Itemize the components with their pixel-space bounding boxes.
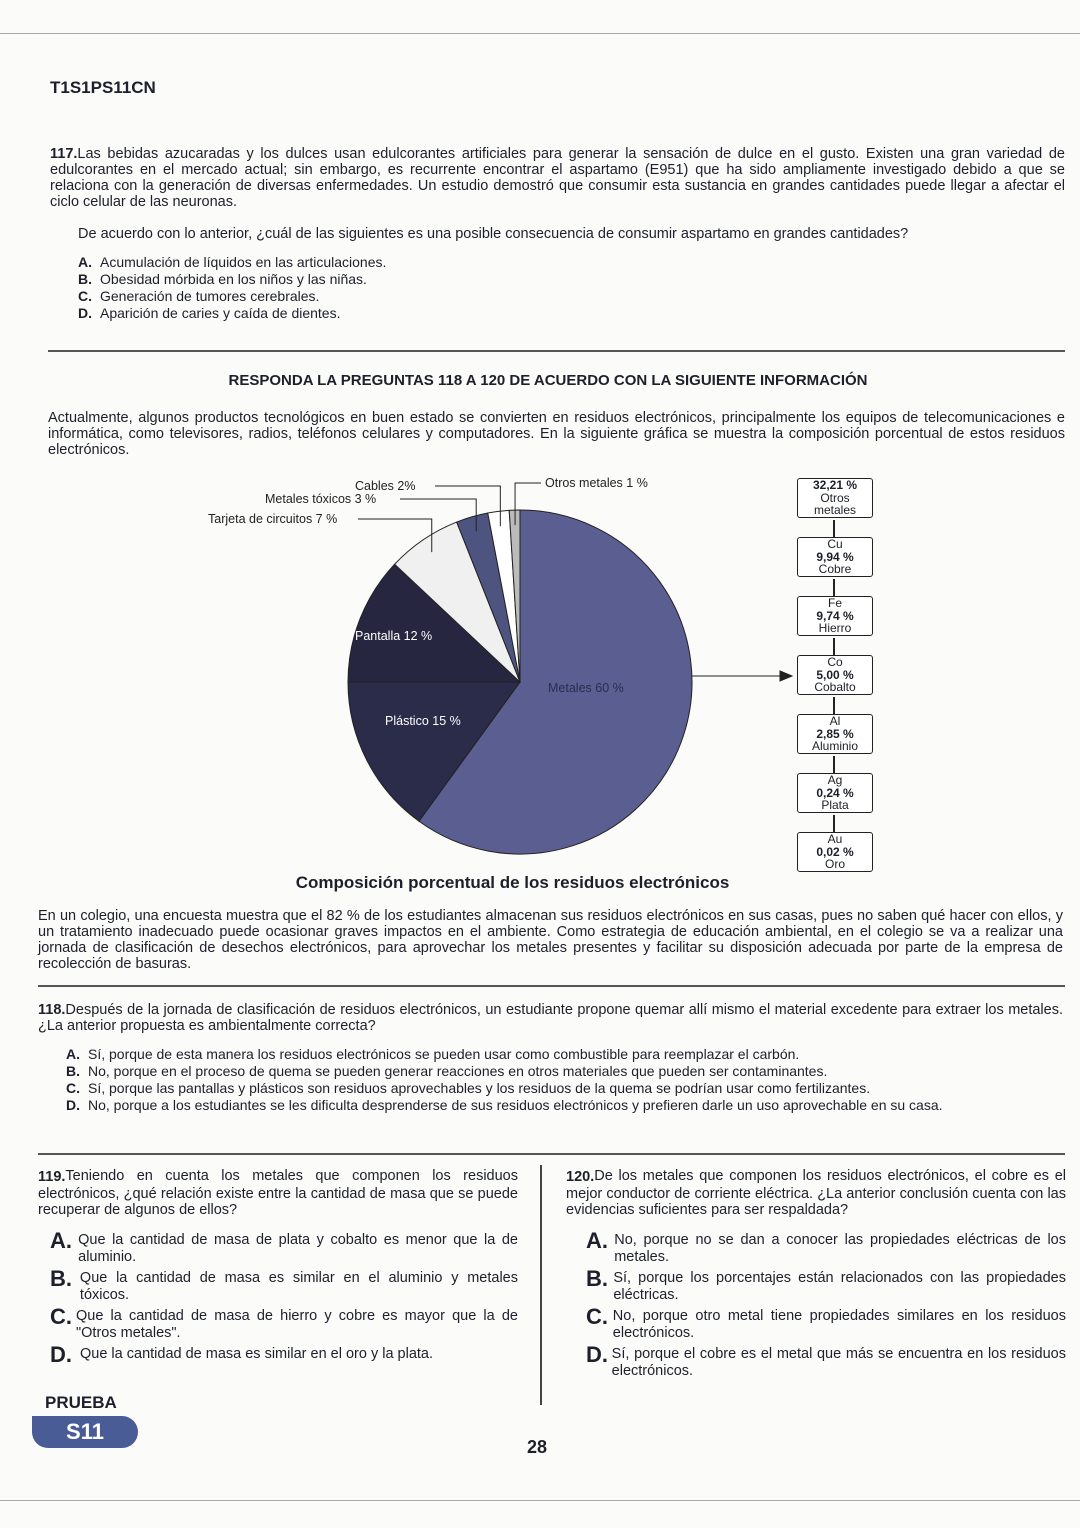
- option-letter: C.: [78, 288, 92, 304]
- arrow-to-metals: [692, 671, 792, 681]
- divider: [38, 985, 1065, 987]
- slice-label: Otros metales 1 %: [545, 476, 648, 490]
- connector-line: [833, 815, 835, 832]
- connector-line: [833, 638, 835, 655]
- option-text: Sí, porque de esta manera los residuos electrónicos se pueden usar como combustible para reemplazar el carbón.: [88, 1046, 800, 1062]
- answer-option[interactable]: [50, 1266, 518, 1304]
- question-120: [566, 1168, 1066, 1384]
- slice-label: Metales tóxicos 3 %: [265, 492, 377, 506]
- divider: [48, 350, 1065, 352]
- connector-line: [833, 520, 835, 537]
- answer-option[interactable]: [50, 1342, 518, 1367]
- option-text: Obesidad mórbida en los niños y las niñas.: [100, 271, 367, 287]
- metal-box: [797, 832, 873, 872]
- metal-name: Cobalto: [814, 680, 856, 694]
- metal-name: Plata: [821, 798, 849, 812]
- option-letter: A.: [586, 1228, 608, 1253]
- slice-label: Pantalla 12 %: [355, 629, 433, 643]
- option-text: No, porque no se dan a conocer las propiedades eléctricas de los metales.: [614, 1232, 1066, 1265]
- option-letter: B.: [586, 1266, 608, 1291]
- metal-name: Hierro: [818, 621, 852, 635]
- option-text: Sí, porque las pantallas y plásticos son residuos aprovechables y los residuos de la quema se podrían usar como fertilizantes.: [88, 1080, 871, 1096]
- metal-name: Cobre: [818, 562, 852, 576]
- question-prompt: De acuerdo con lo anterior, ¿cuál de las siguientes es una posible consecuencia de consumir aspartamo en grandes cantidades?: [78, 226, 909, 242]
- section-title: RESPONDA LA PREGUNTAS 118 A 120 DE ACUERDO CON LA SIGUIENTE INFORMACIÓN: [228, 372, 868, 389]
- metal-box: [797, 537, 873, 577]
- option-letter: C.: [586, 1304, 608, 1329]
- option-text: No, porque en el proceso de quema se pueden generar reacciones en otros materiales que pueden ser contaminantes.: [88, 1063, 828, 1079]
- answer-option[interactable]: [66, 1046, 1063, 1063]
- metal-percent: 0,24 %: [816, 785, 854, 800]
- metal-name: Otros metales: [813, 490, 857, 517]
- prueba-label: PRUEBA: [45, 1393, 117, 1412]
- metal-symbol: Al: [829, 714, 841, 728]
- page-number: 28: [527, 1437, 548, 1457]
- metal-name: Aluminio: [811, 739, 859, 753]
- metal-percent: 5,00 %: [816, 667, 854, 682]
- answer-option[interactable]: [50, 1304, 518, 1342]
- top-border: [0, 33, 1080, 34]
- question-text: Después de la jornada de clasificación de residuos electrónicos, un estudiante propone quemar allí mismo el material excedente para extraer los metales. ¿La anterior propuesta es ambientalmente correcta?: [38, 1002, 1063, 1034]
- question-text: Las bebidas azucaradas y los dulces usan edulcorantes artificiales para generar la sensación de dulce en el gusto. Existen una gran variedad de edulcorantes en el mercado actual; sin embargo, es recurrente encontrar el aspartamo (E951) que ha sido ampliamente investigado debido a que se relaciona con la generación de diversas enfermedades. Un estudio demostró que consumir esta sustancia en grandes cantidades puede llegar a afectar el ciclo celular de las neuronas.: [50, 146, 1065, 210]
- metal-symbol: Ag: [827, 773, 843, 787]
- question-119: [38, 1168, 518, 1368]
- option-text: No, porque a los estudiantes se les dificulta desprenderse de sus residuos electrónicos y prefieren darle un uso aprovechable en su casa.: [88, 1097, 943, 1113]
- answer-option[interactable]: [78, 271, 1065, 288]
- answer-option[interactable]: [50, 1228, 518, 1266]
- metal-box: [797, 478, 873, 518]
- metal-box: [797, 655, 873, 695]
- metal-percent: 32,21 %: [812, 478, 858, 492]
- connector-line: [833, 756, 835, 773]
- bottom-border: [0, 1500, 1080, 1501]
- answer-option[interactable]: [66, 1097, 1063, 1114]
- answer-option[interactable]: [78, 288, 1065, 305]
- slice-label: Metales 60 %: [548, 681, 624, 695]
- question-number: 120.: [566, 1169, 595, 1185]
- option-text: Que la cantidad de masa es similar en el aluminio y metales tóxicos.: [79, 1270, 518, 1303]
- option-letter: B.: [78, 271, 92, 287]
- answer-option[interactable]: [586, 1342, 1066, 1380]
- divider: [38, 1153, 1065, 1155]
- option-text: Sí, porque el cobre es el metal que más se encuentra en los residuos electrónicos.: [611, 1346, 1066, 1379]
- metal-name: Oro: [824, 857, 845, 871]
- option-letter: D.: [78, 305, 92, 321]
- option-letter: C.: [50, 1304, 72, 1329]
- question-text: De los metales que componen los residuos electrónicos, el cobre es el mejor conductor de corriente eléctrica. ¿La anterior conclusión cuenta con las evidencias suficientes para ser respaldada?: [566, 1168, 1066, 1218]
- option-letter: D.: [586, 1342, 608, 1367]
- option-text: Acumulación de líquidos en las articulaciones.: [100, 254, 387, 270]
- option-letter: D.: [50, 1342, 72, 1367]
- option-letter: D.: [66, 1097, 80, 1113]
- s11-badge: S11: [32, 1416, 138, 1448]
- metal-percent: 0,02 %: [816, 844, 854, 859]
- question-117: [50, 146, 1065, 322]
- question-number: 119.: [38, 1169, 66, 1185]
- question-number: 117.: [50, 146, 78, 162]
- section-intro: Actualmente, algunos productos tecnológicos en buen estado se convierten en residuos electrónicos, principalmente los equipos de telecomunicaciones e informática, como televisores, radios, teléfonos celulares y computadores. En la siguiente gráfica se muestra la composición porcentual de estos residuos electrónicos.: [48, 410, 1065, 458]
- metal-percent: 2,85 %: [816, 726, 854, 741]
- option-text: Aparición de caries y caída de dientes.: [100, 305, 341, 321]
- option-letter: A.: [66, 1046, 80, 1062]
- question-text: Teniendo en cuenta los metales que componen los residuos electrónicos, ¿qué relación existe entre la cantidad de masa que se puede recuperar de algunos de ellos?: [38, 1168, 518, 1218]
- answer-option[interactable]: [586, 1228, 1066, 1266]
- option-text: Sí, porque los porcentajes están relacionados con las propiedades eléctricas.: [613, 1270, 1066, 1303]
- metal-symbol: Au: [827, 832, 843, 846]
- metal-box: [797, 714, 873, 754]
- metal-percent: 9,94 %: [816, 549, 854, 564]
- chart-title: Composición porcentual de los residuos electrónicos: [295, 873, 730, 892]
- metal-percent: 9,74 %: [816, 608, 854, 623]
- column-divider: [540, 1165, 542, 1405]
- option-letter: B.: [66, 1063, 80, 1079]
- metal-symbol: Cu: [827, 537, 843, 551]
- metal-symbol: Fe: [827, 596, 842, 610]
- slice-label: Plástico 15 %: [385, 714, 461, 728]
- option-text: Que la cantidad de masa de hierro y cobre es mayor que la de "Otros metales".: [76, 1308, 518, 1341]
- connector-line: [833, 697, 835, 714]
- answer-option[interactable]: [78, 254, 1065, 271]
- option-text: Generación de tumores cerebrales.: [100, 288, 320, 304]
- section-context: En un colegio, una encuesta muestra que el 82 % de los estudiantes almacenan sus residuos electrónicos en sus casas, pues no saben qué hacer con ellos, y un tratamiento inadecuado puede ocasionar graves impactos en el ambiente. Como estrategia de educación ambiental, en el colegio se va a realizar una jornada de clasificación de desechos electrónicos, para aprovechar los metales presentes y facilitar su disposición adecuada por parte de la empresa de recolección de basuras.: [38, 908, 1063, 972]
- metal-box: [797, 596, 873, 636]
- metal-box: [797, 773, 873, 813]
- option-letter: C.: [66, 1080, 80, 1096]
- option-letter: A.: [50, 1228, 72, 1253]
- answer-option[interactable]: [78, 305, 1065, 322]
- option-text: Que la cantidad de masa de plata y cobalto es menor que la de aluminio.: [78, 1232, 518, 1265]
- connector-line: [833, 579, 835, 596]
- option-letter: B.: [50, 1266, 72, 1291]
- answer-option[interactable]: [586, 1266, 1066, 1304]
- metal-symbol: Co: [827, 655, 843, 669]
- answer-option[interactable]: [66, 1080, 1063, 1097]
- answer-option[interactable]: [586, 1304, 1066, 1342]
- slice-label: Cables 2%: [355, 479, 416, 493]
- slice-label: Tarjeta de circuitos 7 %: [208, 512, 338, 526]
- option-text: Que la cantidad de masa es similar en el oro y la plata.: [80, 1346, 434, 1362]
- page-code: T1S1PS11CN: [50, 78, 156, 97]
- question-number: 118.: [38, 1002, 66, 1018]
- question-118: [38, 1002, 1063, 1114]
- option-text: No, porque otro metal tiene propiedades similares en los residuos electrónicos.: [612, 1308, 1066, 1341]
- pie-chart: [180, 470, 900, 900]
- option-letter: A.: [78, 254, 92, 270]
- answer-option[interactable]: [66, 1063, 1063, 1080]
